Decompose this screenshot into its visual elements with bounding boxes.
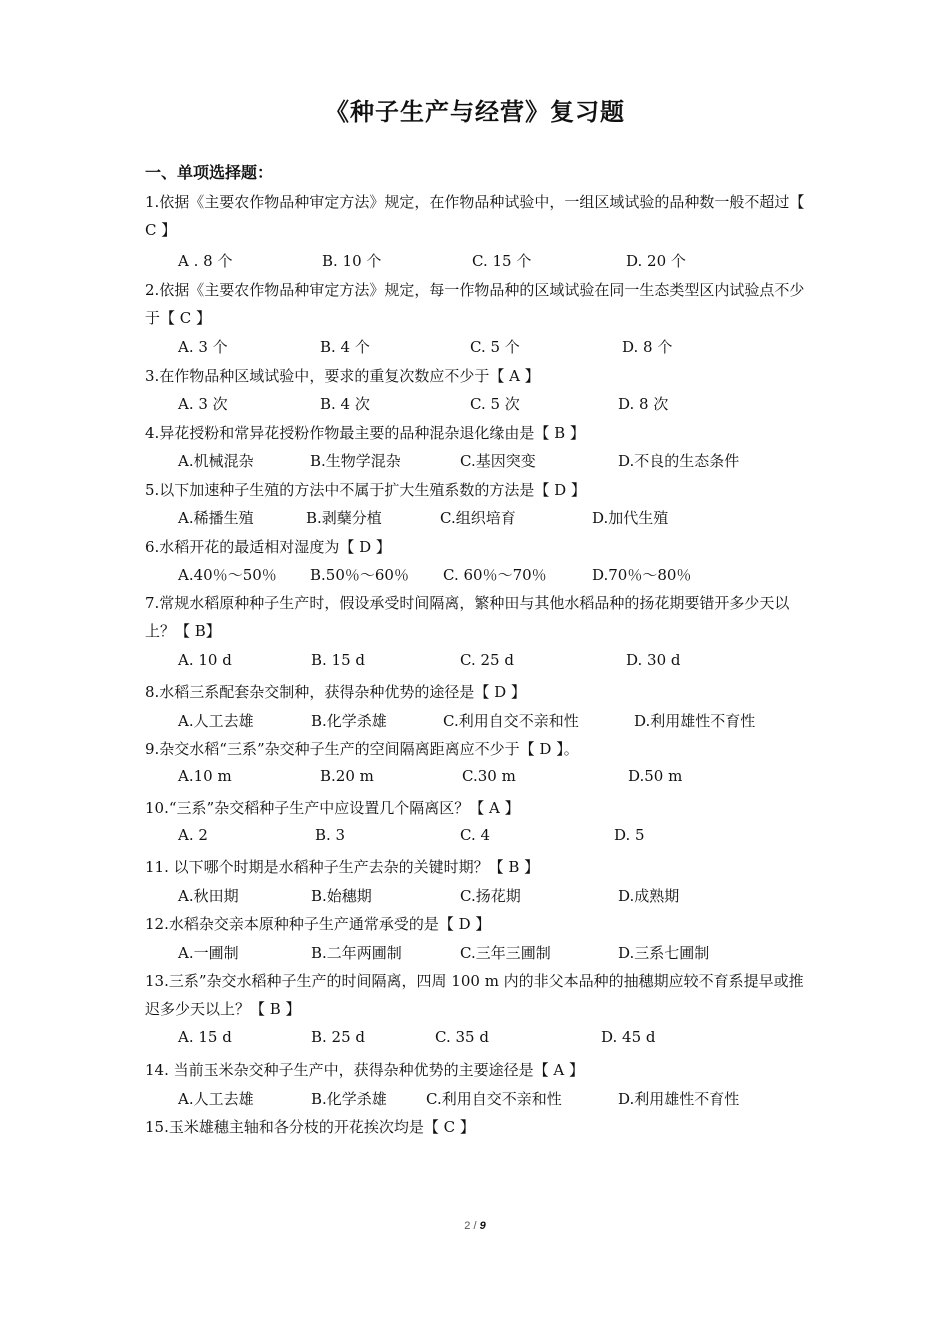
q11-option-a: A.秋田期 [178,887,239,905]
q8-option-b: B.化学杀雄 [311,712,387,730]
q6-option-a: A.40％～50％ [178,566,277,584]
q4-option-c: C.基因突变 [460,452,536,470]
q5-option-d: D.加代生殖 [592,509,669,527]
q8-option-a: A.人工去雄 [178,712,254,730]
q3-option-b: B. 4 次 [320,395,370,413]
q14-option-c: C.利用自交不亲和性 [426,1090,562,1108]
question-10: 10.“三系”杂交稻种子生产中应设置几个隔离区？【 A 】 [145,799,520,817]
q10-option-a: A. 2 [178,826,208,844]
q8-option-c: C.利用自交不亲和性 [443,712,579,730]
q2-option-c: C. 5 个 [470,338,520,356]
question-13: 13.三系”杂交水稻种子生产的时间隔离，四周 100 m 内的非父本品种的抽穗期应较不育系提早或推迟多少天以上？【 B 】 [145,972,804,1018]
question-6: 6.水稻开花的最适相对湿度为【 D 】 [145,538,391,556]
q1-option-b: B. 10 个 [322,252,382,270]
question-1: 1.依据《主要农作物品种审定方法》规定，在作物品种试验中，一组区域试验的品种数一般不超过【 C 】 [145,193,805,239]
q10-option-d: D. 5 [614,826,645,844]
q13-option-b: B. 25 d [311,1028,366,1046]
q10-option-b: B. 3 [315,826,346,844]
q4-option-a: A.机械混杂 [178,452,254,470]
page-title: 《种子生产与经营》复习题 [325,98,625,126]
q4-option-b: B.生物学混杂 [310,452,401,470]
question-9: 9.杂交水稻“三系”杂交种子生产的空间隔离距离应不少于【 D 】。 [145,740,579,758]
q1-option-a: A . 8 个 [178,252,233,270]
question-14: 14. 当前玉米杂交种子生产中，获得杂种优势的主要途径是【 A 】 [145,1061,584,1079]
q5-option-a: A.稀播生殖 [178,509,254,527]
q7-option-a: A. 10 d [178,651,232,669]
q12-option-a: A.一圃制 [178,944,239,962]
q13-option-d: D. 45 d [601,1028,656,1046]
q7-option-b: B. 15 d [311,651,366,669]
question-11: 11. 以下哪个时期是水稻种子生产去杂的关键时期？【 B 】 [145,858,540,876]
q11-option-c: C.扬花期 [460,887,521,905]
page-total: 9 [479,1220,486,1232]
q2-option-b: B. 4 个 [320,338,370,356]
q12-option-d: D.三系七圃制 [618,944,710,962]
q2-option-d: D. 8 个 [622,338,673,356]
q3-option-c: C. 5 次 [470,395,520,413]
question-7: 7.常规水稻原种种子生产时，假设承受时间隔离，繁种田与其他水稻品种的扬花期要错开多少天以上？【 B】 [145,594,790,640]
q1-option-c: C. 15 个 [472,252,532,270]
q9-option-d: D.50 m [628,767,683,785]
q12-option-c: C.三年三圃制 [460,944,551,962]
q9-option-c: C.30 m [462,767,516,785]
q4-option-d: D.不良的生态条件 [618,452,740,470]
page-number [0,1220,950,1232]
q6-option-c: C. 60％～70％ [443,566,547,584]
q6-option-d: D.70％～80％ [592,566,692,584]
q14-option-b: B.化学杀雄 [311,1090,387,1108]
q12-option-b: B.二年两圃制 [311,944,402,962]
page-current: 2 / [464,1220,480,1232]
q11-option-b: B.始穗期 [311,887,372,905]
question-15: 15.玉米雄穗主轴和各分枝的开花挨次均是【 C 】 [145,1118,475,1136]
q9-option-b: B.20 m [320,767,374,785]
question-12: 12.水稻杂交亲本原种种子生产通常承受的是【 D 】 [145,915,491,933]
q13-option-c: C. 35 d [435,1028,489,1046]
question-5: 5.以下加速种子生殖的方法中不属于扩大生殖系数的方法是【 D 】 [145,481,586,499]
q2-option-a: A. 3 个 [178,338,228,356]
question-4: 4.异花授粉和常异花授粉作物最主要的品种混杂退化缘由是【 B 】 [145,424,585,442]
q3-option-a: A. 3 次 [178,395,228,413]
q8-option-d: D.利用雄性不育性 [634,712,756,730]
q6-option-b: B.50％～60％ [310,566,409,584]
q10-option-c: C. 4 [460,826,491,844]
question-2: 2.依据《主要农作物品种审定方法》规定，每一作物品种的区域试验在同一生态类型区内试验点不少于【 C 】 [145,281,805,327]
q5-option-b: B.剥蘖分植 [306,509,382,527]
q14-option-d: D.利用雄性不育性 [618,1090,740,1108]
q7-option-d: D. 30 d [626,651,681,669]
section-heading: 一、单项选择题： [145,163,274,182]
question-8: 8.水稻三系配套杂交制种，获得杂种优势的途径是【 D 】 [145,683,526,701]
question-3: 3.在作物品种区域试验中，要求的重复次数应不少于【 A 】 [145,367,540,385]
q14-option-a: A.人工去雄 [178,1090,254,1108]
q5-option-c: C.组织培育 [440,509,516,527]
q7-option-c: C. 25 d [460,651,514,669]
q11-option-d: D.成熟期 [618,887,680,905]
q9-option-a: A.10 m [178,767,232,785]
q13-option-a: A. 15 d [178,1028,232,1046]
q3-option-d: D. 8 次 [618,395,669,413]
q1-option-d: D. 20 个 [626,252,686,270]
